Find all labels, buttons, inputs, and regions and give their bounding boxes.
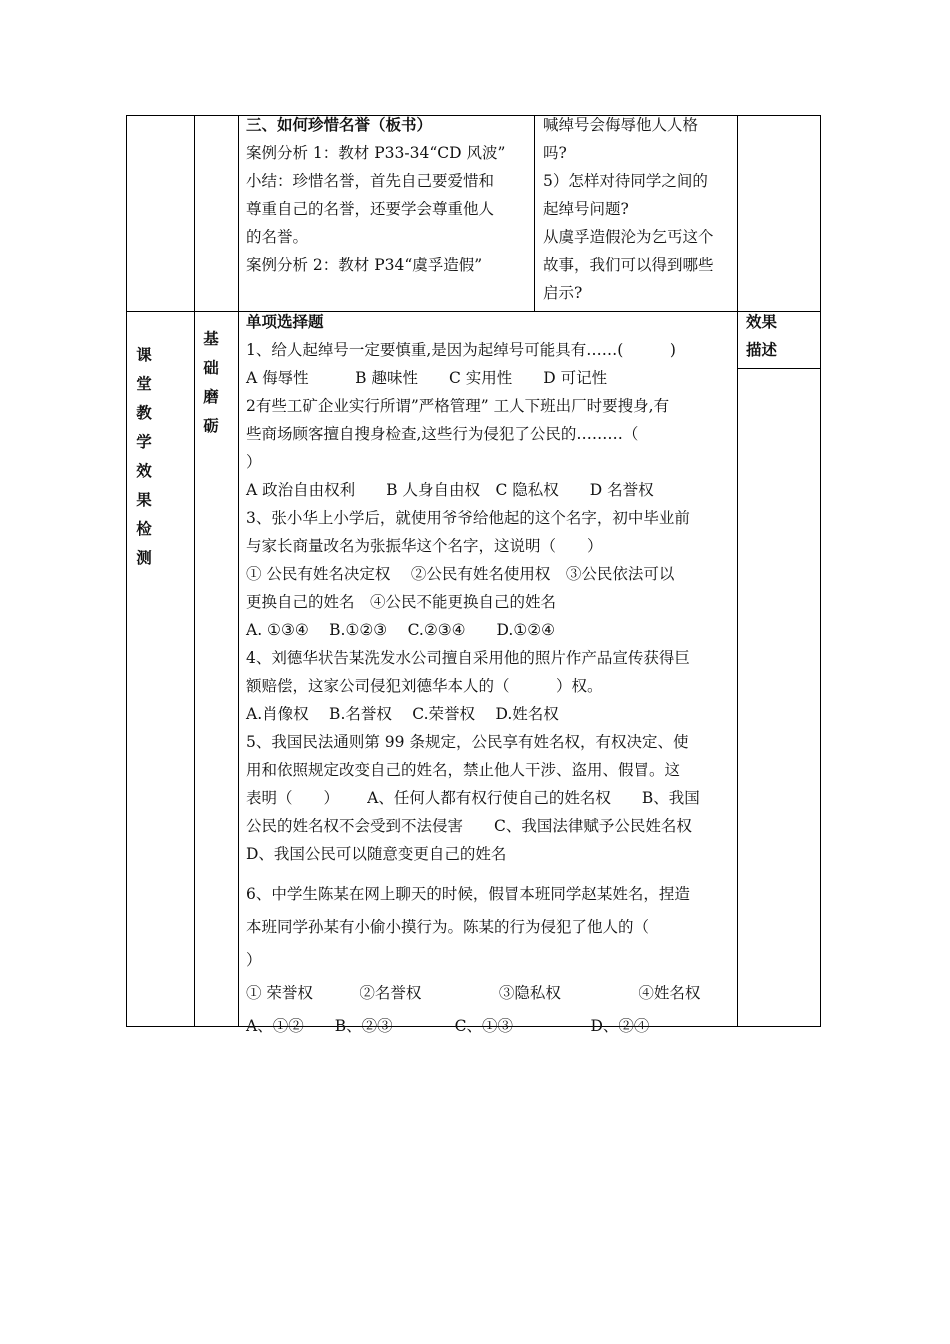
exercise-line: ① 公民有姓名决定权 ②公民有姓名使用权 ③公民依法可以 — [246, 565, 675, 583]
question-line: 起绰号问题? — [543, 200, 629, 218]
content-line: 尊重自己的名誉，还要学会尊重他人 — [246, 200, 495, 218]
board-content-cell — [246, 111, 532, 279]
col-line-5 — [737, 115, 738, 1027]
exercise-line: 4、刘德华状告某洗发水公司擅自采用他的照片作产品宣传获得巨 — [246, 649, 690, 667]
col-line-1 — [126, 115, 127, 1027]
col-line-2 — [194, 115, 195, 1027]
exercise-line: 表明（ ） A、任何人都有权行使自己的姓名权 B、我国 — [246, 789, 700, 807]
exercise-line: A 政治自由权利 B 人身自由权 C 隐私权 D 名誉权 — [246, 481, 654, 499]
board-heading: 三、如何珍惜名誉（板书） — [246, 115, 433, 134]
exercise-line: D、我国公民可以随意变更自己的姓名 — [246, 845, 507, 863]
col-line-3 — [238, 115, 239, 1027]
col-line-4 — [534, 115, 535, 312]
exercise-line: 与家长商量改名为张振华这个名字，这说明（ ） — [246, 537, 603, 555]
exercise-line: 2有些工矿企业实行所谓”严格管理” 工人下班出厂时要搜身,有 — [246, 397, 670, 415]
exercise-line: 5、我国民法通则第 99 条规定，公民享有姓名权，有权决定、使 — [246, 733, 689, 751]
exercise-line: 本班同学孙某有小偷小摸行为。陈某的行为侵犯了他人的（ — [246, 918, 650, 936]
section-label: 课 堂 教 学 效 果 检 测 — [136, 345, 152, 567]
question-line: 故事，我们可以得到哪些 — [543, 256, 714, 274]
exercise-option-line: A、①② B、②③ C、①③ D、②④ — [246, 1017, 650, 1035]
effect-cell-divider — [737, 368, 821, 369]
exercise-line: 1、给人起绰号一定要慎重,是因为起绰号可能具有……( ) — [246, 341, 676, 359]
exercise-line: 用和依照规定改变自己的姓名，禁止他人干涉、盗用、假冒。这 — [246, 761, 681, 779]
exercise-line: A. ①③④ B.①②③ C.②③④ D.①②④ — [246, 621, 556, 639]
question-cell — [543, 111, 735, 307]
question-line: 5）怎样对待同学之间的 — [543, 172, 708, 190]
question-line: 从虞孚造假沦为乞丐这个 — [543, 228, 714, 246]
exercise-line: 些商场顾客擅自搜身检查,这些行为侵犯了公民的………（ — [246, 425, 639, 443]
exercise-cell — [246, 308, 734, 1043]
exercise-line: 更换自己的姓名 ④公民不能更换自己的姓名 — [246, 593, 557, 611]
question-line: 启示? — [543, 284, 583, 302]
exercise-heading: 单项选择题 — [246, 312, 324, 331]
exercise-line: A 侮辱性 B 趣味性 C 实用性 D 可记性 — [246, 369, 608, 387]
exercise-line: 6、中学生陈某在网上聊天的时候，假冒本班同学赵某姓名，捏造 — [246, 885, 690, 903]
content-line: 案例分析 1：教材 P33-34“CD 风波” — [246, 144, 506, 162]
exercise-line: 额赔偿，这家公司侵犯刘德华本人的（ ）权。 — [246, 677, 603, 695]
content-line: 的名誉。 — [246, 228, 309, 246]
content-line: 案例分析 2：教材 P34“虞孚造假” — [246, 256, 483, 274]
question-line: 喊绰号会侮辱他人人格 — [543, 116, 699, 134]
exercise-line: ） — [246, 453, 262, 471]
exercise-line: 3、张小华上小学后，就使用爷爷给他起的这个名字，初中毕业前 — [246, 509, 690, 527]
question-line: 吗? — [543, 144, 567, 162]
exercise-line: ） — [246, 951, 262, 969]
content-line: 小结：珍惜名誉，首先自己要爱惜和 — [246, 172, 495, 190]
sub-label: 基 础 磨 砺 — [203, 329, 219, 435]
exercise-option-line: ① 荣誉权 ②名誉权 ③隐私权 ④姓名权 — [246, 984, 701, 1002]
col-line-6 — [820, 115, 821, 1027]
effect-description-label: 效果 描述 — [746, 312, 778, 359]
exercise-line: A.肖像权 B.名誉权 C.荣誉权 D.姓名权 — [246, 705, 559, 723]
exercise-line: 公民的姓名权不会受到不法侵害 C、我国法律赋予公民姓名权 — [246, 817, 692, 835]
